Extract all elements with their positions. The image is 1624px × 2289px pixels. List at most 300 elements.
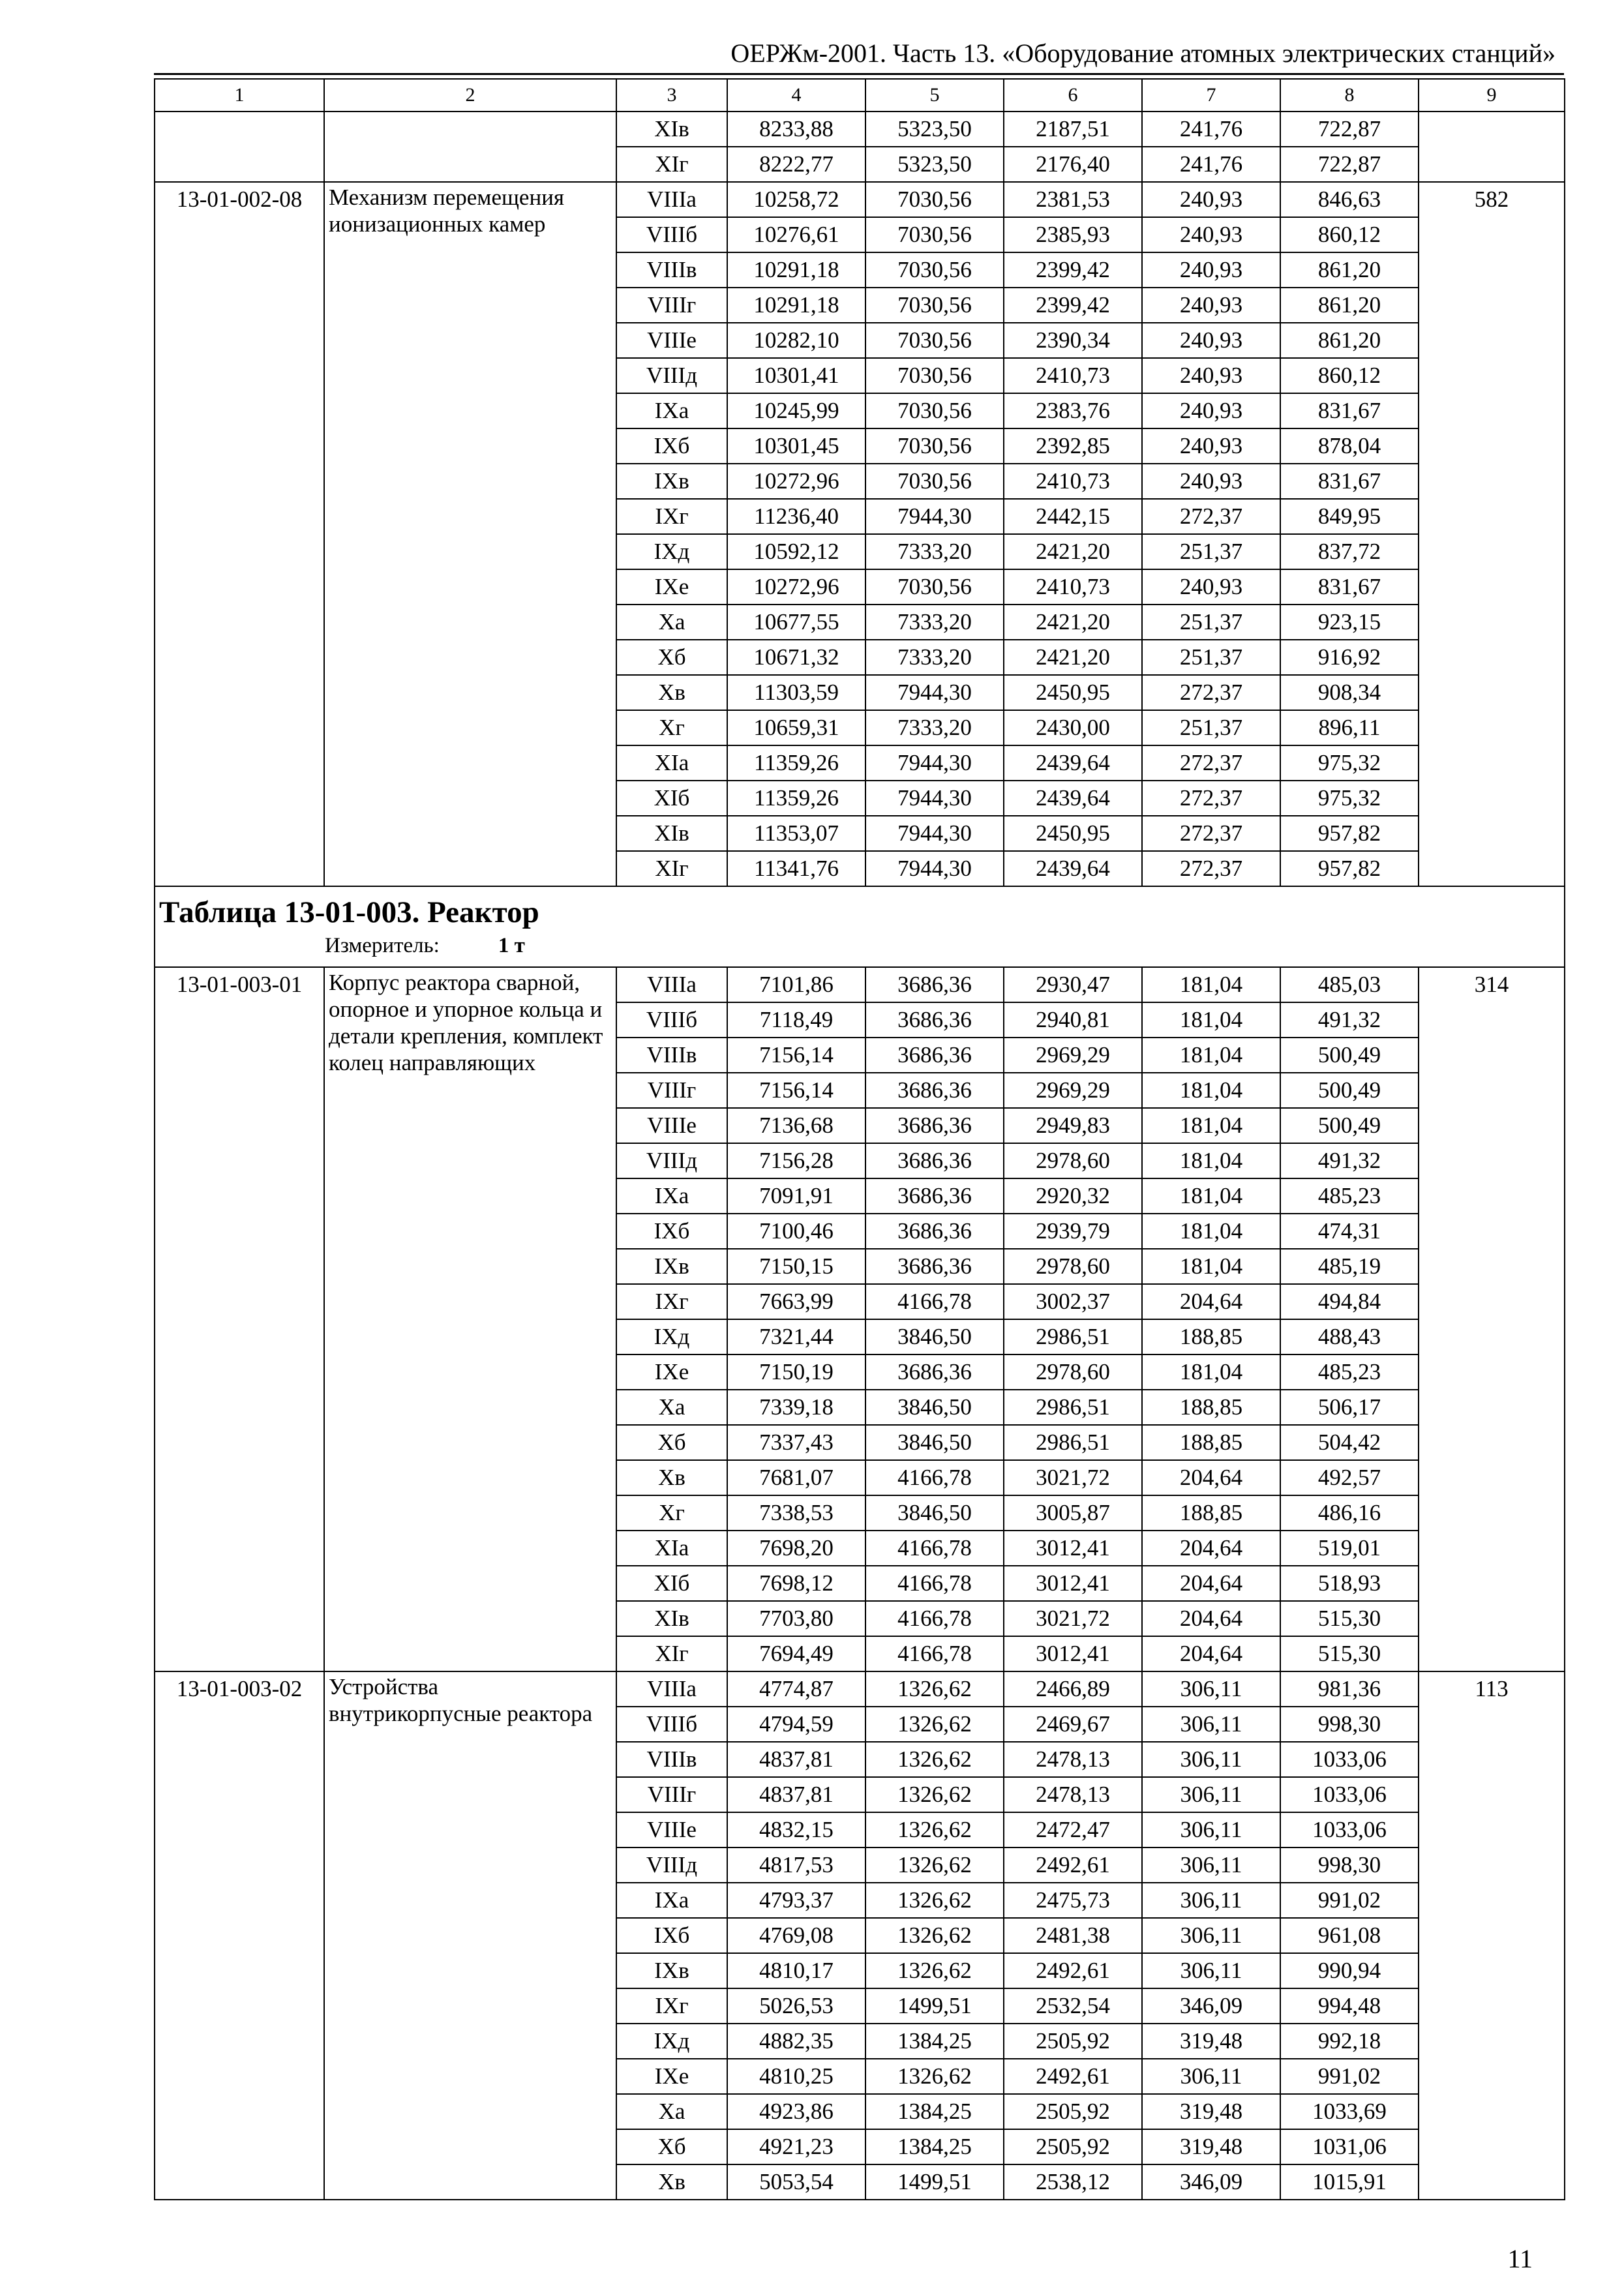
price-cell: 7333,20: [865, 640, 1004, 675]
price-cell: 1384,25: [865, 2094, 1004, 2129]
price-cell: 3012,41: [1004, 1566, 1142, 1601]
price-cell: 1326,62: [865, 1777, 1004, 1812]
price-cell: 7333,20: [865, 605, 1004, 640]
price-cell: 2939,79: [1004, 1214, 1142, 1249]
price-cell: 2532,54: [1004, 1988, 1142, 2024]
price-cell: 923,15: [1280, 605, 1419, 640]
price-cell: 2949,83: [1004, 1108, 1142, 1143]
price-cell: 3005,87: [1004, 1495, 1142, 1531]
region-cell: XIв: [616, 816, 727, 851]
price-cell: 5026,53: [727, 1988, 865, 2024]
price-cell: 515,30: [1280, 1636, 1419, 1671]
price-cell: 2505,92: [1004, 2129, 1142, 2164]
price-cell: 981,36: [1280, 1671, 1419, 1707]
region-cell: VIIIг: [616, 1777, 727, 1812]
price-cell: 7156,14: [727, 1073, 865, 1108]
price-cell: 346,09: [1142, 2164, 1280, 2200]
price-cell: 991,02: [1280, 2059, 1419, 2094]
price-cell: 2478,13: [1004, 1777, 1142, 1812]
region-cell: Xг: [616, 1495, 727, 1531]
price-cell: 306,11: [1142, 1848, 1280, 1883]
price-cell: 7333,20: [865, 710, 1004, 745]
price-cell: 961,08: [1280, 1918, 1419, 1953]
column-number-row: [155, 79, 1565, 112]
price-cell: 3686,36: [865, 1354, 1004, 1390]
column-number: 7: [1142, 79, 1280, 112]
price-cell: 4166,78: [865, 1531, 1004, 1566]
price-cell: 240,93: [1142, 358, 1280, 393]
price-cell: 7944,30: [865, 851, 1004, 886]
region-cell: VIIIб: [616, 1707, 727, 1742]
price-cell: 1015,91: [1280, 2164, 1419, 2200]
region-cell: IXа: [616, 393, 727, 428]
price-cell: 494,84: [1280, 1284, 1419, 1319]
price-cell: 10592,12: [727, 534, 865, 569]
price-cell: 849,95: [1280, 499, 1419, 534]
price-cell: 251,37: [1142, 605, 1280, 640]
price-cell: 240,93: [1142, 569, 1280, 605]
price-cell: 2505,92: [1004, 2094, 1142, 2129]
region-cell: IXг: [616, 1988, 727, 2024]
price-cell: 10282,10: [727, 323, 865, 358]
header-rule: [154, 73, 1564, 75]
price-cell: 7944,30: [865, 745, 1004, 781]
item-code: 13-01-002-08: [155, 182, 324, 886]
price-cell: 896,11: [1280, 710, 1419, 745]
price-cell: 4810,17: [727, 1953, 865, 1988]
section-cell: [155, 886, 1565, 967]
region-cell: IXв: [616, 1249, 727, 1284]
price-cell: 2538,12: [1004, 2164, 1142, 2200]
price-cell: 7339,18: [727, 1390, 865, 1425]
region-cell: Xа: [616, 2094, 727, 2129]
price-cell: 957,82: [1280, 851, 1419, 886]
price-cell: 10677,55: [727, 605, 865, 640]
price-cell: 3686,36: [865, 1214, 1004, 1249]
region-cell: VIIIд: [616, 1848, 727, 1883]
price-cell: 10258,72: [727, 182, 865, 217]
price-cell: 7681,07: [727, 1460, 865, 1495]
price-cell: 11236,40: [727, 499, 865, 534]
price-cell: 3012,41: [1004, 1636, 1142, 1671]
price-cell: 2430,00: [1004, 710, 1142, 745]
price-cell: 1326,62: [865, 1953, 1004, 1988]
price-cell: 10301,45: [727, 428, 865, 464]
region-cell: VIIIд: [616, 1143, 727, 1178]
region-cell: IXд: [616, 1319, 727, 1354]
region-cell: VIIIб: [616, 217, 727, 252]
price-cell: 306,11: [1142, 1953, 1280, 1988]
price-cell: 7333,20: [865, 534, 1004, 569]
price-cell: 4769,08: [727, 1918, 865, 1953]
price-cell: 1499,51: [865, 2164, 1004, 2200]
price-cell: 5323,50: [865, 112, 1004, 147]
price-cell: 3686,36: [865, 1038, 1004, 1073]
price-cell: 2383,76: [1004, 393, 1142, 428]
price-cell: 11359,26: [727, 781, 865, 816]
price-cell: 188,85: [1142, 1425, 1280, 1460]
price-cell: 500,49: [1280, 1108, 1419, 1143]
price-cell: 488,43: [1280, 1319, 1419, 1354]
price-cell: 2421,20: [1004, 605, 1142, 640]
price-cell: 4817,53: [727, 1848, 865, 1883]
price-cell: 7030,56: [865, 569, 1004, 605]
price-cell: 240,93: [1142, 288, 1280, 323]
region-cell: IXа: [616, 1178, 727, 1214]
price-cell: 7663,99: [727, 1284, 865, 1319]
section-title: Таблица 13-01-003. Реактор: [159, 895, 539, 929]
price-cell: 861,20: [1280, 288, 1419, 323]
price-cell: 2930,47: [1004, 967, 1142, 1002]
price-cell: 831,67: [1280, 569, 1419, 605]
region-cell: VIIIа: [616, 1671, 727, 1707]
price-cell: 181,04: [1142, 1214, 1280, 1249]
region-cell: IXа: [616, 1883, 727, 1918]
region-cell: Xв: [616, 675, 727, 710]
price-cell: 181,04: [1142, 1143, 1280, 1178]
price-cell: 1033,06: [1280, 1812, 1419, 1848]
price-cell: 7944,30: [865, 781, 1004, 816]
price-cell: 251,37: [1142, 640, 1280, 675]
price-cell: 7338,53: [727, 1495, 865, 1531]
section-unit: [159, 934, 1560, 958]
item-description: [324, 112, 616, 182]
price-cell: 181,04: [1142, 1178, 1280, 1214]
price-cell: 204,64: [1142, 1460, 1280, 1495]
price-cell: 188,85: [1142, 1495, 1280, 1531]
price-cell: 2978,60: [1004, 1143, 1142, 1178]
price-cell: 3846,50: [865, 1425, 1004, 1460]
price-cell: 3686,36: [865, 1178, 1004, 1214]
column-number: 8: [1280, 79, 1419, 112]
price-cell: 4882,35: [727, 2024, 865, 2059]
price-cell: 4794,59: [727, 1707, 865, 1742]
price-cell: 3686,36: [865, 1143, 1004, 1178]
price-cell: 2442,15: [1004, 499, 1142, 534]
price-cell: 188,85: [1142, 1319, 1280, 1354]
region-cell: XIб: [616, 1566, 727, 1601]
price-cell: 3686,36: [865, 1002, 1004, 1038]
price-cell: 204,64: [1142, 1566, 1280, 1601]
price-cell: 1499,51: [865, 1988, 1004, 2024]
price-cell: 11303,59: [727, 675, 865, 710]
region-cell: Xа: [616, 605, 727, 640]
price-cell: 998,30: [1280, 1848, 1419, 1883]
price-cell: 8233,88: [727, 112, 865, 147]
price-cell: 2920,32: [1004, 1178, 1142, 1214]
price-cell: 272,37: [1142, 851, 1280, 886]
price-cell: 3846,50: [865, 1495, 1004, 1531]
item-code: 13-01-003-01: [155, 967, 324, 1671]
region-cell: IXд: [616, 2024, 727, 2059]
region-cell: IXг: [616, 1284, 727, 1319]
price-cell: 1326,62: [865, 1707, 1004, 1742]
region-cell: VIIIа: [616, 182, 727, 217]
price-cell: 10272,96: [727, 464, 865, 499]
price-cell: 240,93: [1142, 393, 1280, 428]
price-cell: 306,11: [1142, 1918, 1280, 1953]
price-cell: 4166,78: [865, 1636, 1004, 1671]
price-cell: 251,37: [1142, 710, 1280, 745]
price-cell: 2978,60: [1004, 1249, 1142, 1284]
price-cell: 2969,29: [1004, 1038, 1142, 1073]
region-cell: IXб: [616, 1918, 727, 1953]
price-cell: 7030,56: [865, 288, 1004, 323]
price-cell: 7698,12: [727, 1566, 865, 1601]
item-total: [1419, 112, 1565, 182]
price-cell: 7030,56: [865, 428, 1004, 464]
region-cell: XIб: [616, 781, 727, 816]
price-cell: 8222,77: [727, 147, 865, 182]
price-cell: 4837,81: [727, 1777, 865, 1812]
price-cell: 181,04: [1142, 1354, 1280, 1390]
page-header: ОЕРЖм-2001. Часть 13. «Оборудование атомных электрических станций»: [730, 38, 1556, 68]
price-cell: 2481,38: [1004, 1918, 1142, 1953]
item-total: 314: [1419, 967, 1565, 1671]
price-cell: 7030,56: [865, 393, 1004, 428]
price-cell: 4923,86: [727, 2094, 865, 2129]
price-cell: 998,30: [1280, 1707, 1419, 1742]
price-cell: 241,76: [1142, 112, 1280, 147]
column-number: 2: [324, 79, 616, 112]
price-table: [154, 78, 1565, 2200]
price-cell: 992,18: [1280, 2024, 1419, 2059]
price-cell: 272,37: [1142, 499, 1280, 534]
table-row: [155, 112, 1565, 147]
region-cell: XIг: [616, 1636, 727, 1671]
price-cell: 181,04: [1142, 1249, 1280, 1284]
price-cell: 3686,36: [865, 1073, 1004, 1108]
item-code: 13-01-003-02: [155, 1671, 324, 2200]
price-cell: 3021,72: [1004, 1601, 1142, 1636]
price-cell: 306,11: [1142, 1812, 1280, 1848]
price-cell: 7944,30: [865, 675, 1004, 710]
column-number: 1: [155, 79, 324, 112]
price-cell: 1326,62: [865, 1848, 1004, 1883]
region-cell: VIIIб: [616, 1002, 727, 1038]
price-cell: 485,23: [1280, 1178, 1419, 1214]
price-cell: 722,87: [1280, 147, 1419, 182]
price-cell: 837,72: [1280, 534, 1419, 569]
price-cell: 7100,46: [727, 1214, 865, 1249]
table-row: [155, 1671, 1565, 1707]
region-cell: IXв: [616, 1953, 727, 1988]
price-cell: 11359,26: [727, 745, 865, 781]
region-cell: Xг: [616, 710, 727, 745]
region-cell: XIв: [616, 1601, 727, 1636]
column-number: 5: [865, 79, 1004, 112]
price-cell: 204,64: [1142, 1531, 1280, 1566]
price-cell: 10272,96: [727, 569, 865, 605]
price-cell: 1326,62: [865, 1883, 1004, 1918]
price-cell: 11341,76: [727, 851, 865, 886]
price-cell: 7150,15: [727, 1249, 865, 1284]
item-total: 113: [1419, 1671, 1565, 2200]
price-cell: 7944,30: [865, 499, 1004, 534]
price-cell: 5323,50: [865, 147, 1004, 182]
price-cell: 181,04: [1142, 1038, 1280, 1073]
price-cell: 1033,69: [1280, 2094, 1419, 2129]
region-cell: Xв: [616, 1460, 727, 1495]
price-cell: 10301,41: [727, 358, 865, 393]
region-cell: Xа: [616, 1390, 727, 1425]
price-cell: 7694,49: [727, 1636, 865, 1671]
price-cell: 722,87: [1280, 112, 1419, 147]
region-cell: Xб: [616, 640, 727, 675]
price-cell: 1033,06: [1280, 1777, 1419, 1812]
price-cell: 908,34: [1280, 675, 1419, 710]
price-cell: 181,04: [1142, 1002, 1280, 1038]
price-cell: 504,42: [1280, 1425, 1419, 1460]
price-cell: 1326,62: [865, 1812, 1004, 1848]
price-cell: 1326,62: [865, 1918, 1004, 1953]
price-cell: 306,11: [1142, 1742, 1280, 1777]
price-cell: 831,67: [1280, 393, 1419, 428]
price-cell: 2450,95: [1004, 675, 1142, 710]
price-cell: 11353,07: [727, 816, 865, 851]
price-cell: 4166,78: [865, 1284, 1004, 1319]
price-cell: 272,37: [1142, 816, 1280, 851]
price-cell: 831,67: [1280, 464, 1419, 499]
region-cell: Xв: [616, 2164, 727, 2200]
price-cell: 2439,64: [1004, 781, 1142, 816]
item-description: Устройства внутрикорпусные реактора: [324, 1671, 616, 2200]
price-cell: 10671,32: [727, 640, 865, 675]
price-cell: 1326,62: [865, 2059, 1004, 2094]
price-cell: 306,11: [1142, 1707, 1280, 1742]
region-cell: VIIIг: [616, 288, 727, 323]
price-cell: 10291,18: [727, 252, 865, 288]
price-cell: 4166,78: [865, 1601, 1004, 1636]
price-cell: 204,64: [1142, 1284, 1280, 1319]
price-cell: 2492,61: [1004, 1953, 1142, 1988]
price-cell: 2390,34: [1004, 323, 1142, 358]
price-cell: 500,49: [1280, 1038, 1419, 1073]
column-number: 9: [1419, 79, 1565, 112]
region-cell: XIг: [616, 147, 727, 182]
region-cell: VIIIв: [616, 1742, 727, 1777]
item-total: 582: [1419, 182, 1565, 886]
price-cell: 2986,51: [1004, 1425, 1142, 1460]
price-cell: 500,49: [1280, 1073, 1419, 1108]
region-cell: VIIIв: [616, 1038, 727, 1073]
price-cell: 916,92: [1280, 640, 1419, 675]
price-cell: 861,20: [1280, 323, 1419, 358]
unit-label: Измеритель:: [325, 934, 440, 957]
price-cell: 2421,20: [1004, 534, 1142, 569]
price-cell: 240,93: [1142, 217, 1280, 252]
price-cell: 846,63: [1280, 182, 1419, 217]
price-cell: 3002,37: [1004, 1284, 1142, 1319]
price-cell: 4921,23: [727, 2129, 865, 2164]
price-cell: 1031,06: [1280, 2129, 1419, 2164]
price-cell: 3686,36: [865, 967, 1004, 1002]
price-cell: 2176,40: [1004, 147, 1142, 182]
price-cell: 515,30: [1280, 1601, 1419, 1636]
region-cell: XIа: [616, 745, 727, 781]
price-cell: 975,32: [1280, 781, 1419, 816]
price-cell: 2492,61: [1004, 1848, 1142, 1883]
price-cell: 10291,18: [727, 288, 865, 323]
region-cell: Xб: [616, 1425, 727, 1460]
price-cell: 4793,37: [727, 1883, 865, 1918]
region-cell: IXд: [616, 534, 727, 569]
price-cell: 346,09: [1142, 1988, 1280, 2024]
price-cell: 3012,41: [1004, 1531, 1142, 1566]
price-cell: 240,93: [1142, 182, 1280, 217]
price-cell: 4774,87: [727, 1671, 865, 1707]
table-body: [155, 79, 1565, 2200]
price-cell: 7118,49: [727, 1002, 865, 1038]
price-cell: 994,48: [1280, 1988, 1419, 2024]
price-cell: 492,57: [1280, 1460, 1419, 1495]
price-cell: 491,32: [1280, 1143, 1419, 1178]
price-cell: 2385,93: [1004, 217, 1142, 252]
price-cell: 4810,25: [727, 2059, 865, 2094]
price-cell: 251,37: [1142, 534, 1280, 569]
price-cell: 7136,68: [727, 1108, 865, 1143]
price-cell: 2466,89: [1004, 1671, 1142, 1707]
price-cell: 2187,51: [1004, 112, 1142, 147]
price-cell: 2439,64: [1004, 745, 1142, 781]
price-cell: 272,37: [1142, 781, 1280, 816]
price-cell: 861,20: [1280, 252, 1419, 288]
price-cell: 485,23: [1280, 1354, 1419, 1390]
price-cell: 1384,25: [865, 2129, 1004, 2164]
item-description: Корпус реактора сварной, опорное и упорное кольца и детали крепления, комплект колец направляющих: [324, 967, 616, 1671]
table-row: [155, 182, 1565, 217]
region-cell: VIIIв: [616, 252, 727, 288]
price-cell: 240,93: [1142, 428, 1280, 464]
price-cell: 2399,42: [1004, 252, 1142, 288]
price-cell: 319,48: [1142, 2094, 1280, 2129]
price-cell: 272,37: [1142, 675, 1280, 710]
price-cell: 1326,62: [865, 1742, 1004, 1777]
price-cell: 2410,73: [1004, 358, 1142, 393]
price-cell: 519,01: [1280, 1531, 1419, 1566]
price-cell: 204,64: [1142, 1636, 1280, 1671]
price-cell: 3686,36: [865, 1249, 1004, 1284]
price-cell: 7030,56: [865, 252, 1004, 288]
price-cell: 2439,64: [1004, 851, 1142, 886]
column-number: 6: [1004, 79, 1142, 112]
price-cell: 2986,51: [1004, 1319, 1142, 1354]
region-cell: VIIIе: [616, 1108, 727, 1143]
item-description: Механизм перемещения ионизационных камер: [324, 182, 616, 886]
region-cell: XIа: [616, 1531, 727, 1566]
price-cell: 4832,15: [727, 1812, 865, 1848]
price-cell: 3021,72: [1004, 1460, 1142, 1495]
price-cell: 3686,36: [865, 1108, 1004, 1143]
price-cell: 1326,62: [865, 1671, 1004, 1707]
price-cell: 2410,73: [1004, 464, 1142, 499]
price-cell: 2940,81: [1004, 1002, 1142, 1038]
price-cell: 506,17: [1280, 1390, 1419, 1425]
section-row: [155, 886, 1565, 967]
price-cell: 181,04: [1142, 967, 1280, 1002]
price-cell: 7944,30: [865, 816, 1004, 851]
table-row: [155, 967, 1565, 1002]
price-cell: 991,02: [1280, 1883, 1419, 1918]
price-cell: 181,04: [1142, 1108, 1280, 1143]
price-cell: 10659,31: [727, 710, 865, 745]
price-cell: 10276,61: [727, 217, 865, 252]
price-cell: 2381,53: [1004, 182, 1142, 217]
price-cell: 241,76: [1142, 147, 1280, 182]
region-cell: Xб: [616, 2129, 727, 2164]
price-cell: 7101,86: [727, 967, 865, 1002]
price-cell: 990,94: [1280, 1953, 1419, 1988]
